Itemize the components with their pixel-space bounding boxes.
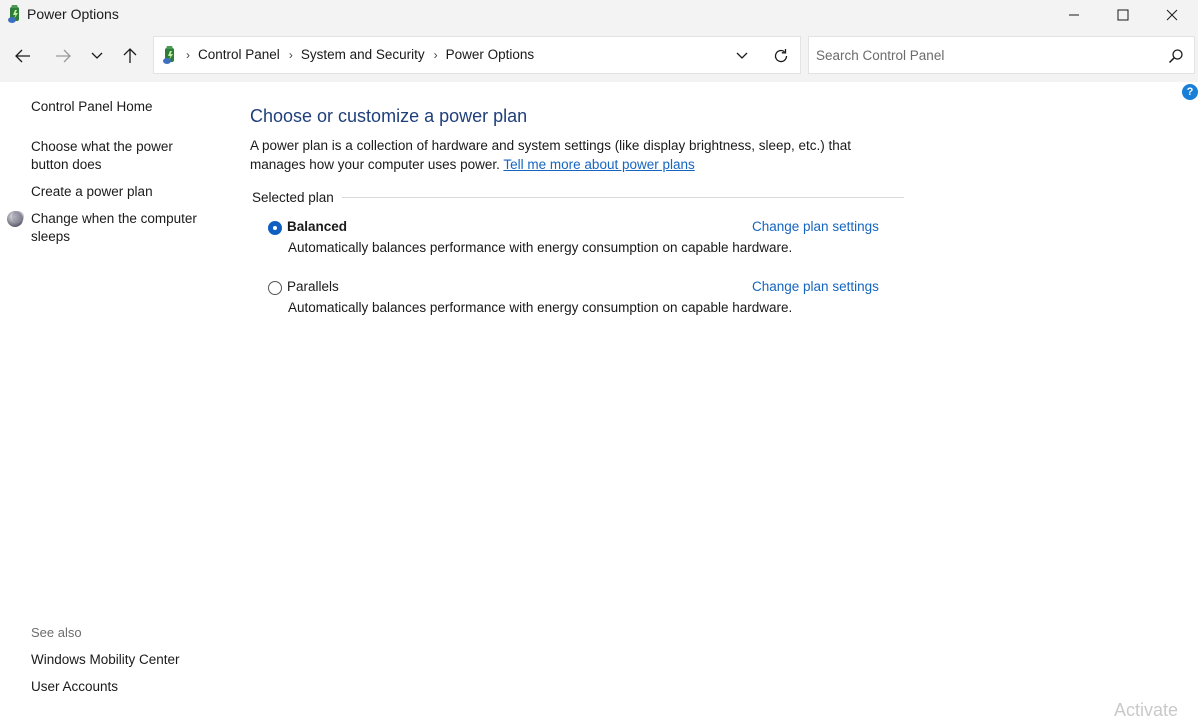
description-text: A power plan is a collection of hardware and system settings (like display brightness, sleep, etc.) that manages how your computer uses power. — [250, 138, 852, 172]
chevron-right-icon[interactable]: › — [288, 47, 293, 62]
see-also-label: See also — [31, 625, 82, 640]
page-description — [250, 137, 890, 174]
back-button[interactable] — [10, 45, 36, 67]
maximize-icon — [1117, 9, 1129, 21]
window-title: Power Options — [27, 6, 119, 22]
breadcrumb-control-panel[interactable]: Control Panel — [198, 47, 280, 62]
plan-balanced-change-settings-link[interactable]: Change plan settings — [752, 219, 879, 234]
refresh-button[interactable] — [771, 46, 791, 66]
plan-parallels-change-settings-link[interactable]: Change plan settings — [752, 279, 879, 294]
power-options-icon — [6, 4, 24, 24]
group-divider — [342, 197, 904, 198]
search-input[interactable] — [816, 46, 1156, 64]
learn-more-link[interactable]: Tell me more about power plans — [503, 156, 695, 172]
help-icon[interactable]: ? — [1182, 84, 1198, 100]
chevron-down-icon — [736, 52, 748, 60]
page-title: Choose or customize a power plan — [250, 106, 528, 126]
chevron-right-icon[interactable]: › — [433, 47, 438, 62]
close-button[interactable] — [1146, 0, 1198, 30]
address-history-button[interactable] — [732, 48, 752, 64]
search-icon[interactable] — [1167, 47, 1185, 65]
sidebar-item-control-panel-home[interactable]: Control Panel Home — [31, 99, 153, 114]
sidebar-item-create-power-plan[interactable]: Create a power plan — [31, 184, 153, 199]
back-arrow-icon — [15, 49, 31, 63]
plan-parallels-name[interactable]: Parallels — [287, 279, 339, 294]
power-options-icon — [161, 45, 179, 65]
plan-parallels-radio[interactable] — [268, 281, 282, 295]
forward-button[interactable] — [50, 45, 76, 67]
title-bar — [0, 0, 1198, 30]
sidebar-item-change-sleep[interactable]: Change when the computer sleeps — [31, 211, 197, 244]
breadcrumb-system-and-security[interactable]: System and Security — [300, 47, 425, 62]
search-box — [808, 36, 1195, 74]
close-icon — [1166, 9, 1178, 21]
refresh-icon — [773, 48, 789, 64]
address-bar[interactable] — [153, 36, 801, 74]
minimize-button[interactable] — [1048, 0, 1100, 30]
sidebar-item-windows-mobility-center[interactable]: Windows Mobility Center — [31, 652, 180, 667]
chevron-down-icon — [91, 52, 103, 60]
sidebar-item-user-accounts[interactable]: User Accounts — [31, 679, 119, 694]
forward-arrow-icon — [55, 49, 71, 63]
plan-balanced-name[interactable]: Balanced — [287, 219, 348, 234]
sleep-moon-icon — [6, 210, 24, 228]
maximize-button[interactable] — [1097, 0, 1149, 30]
up-button[interactable] — [117, 45, 143, 67]
recent-locations-button[interactable] — [84, 45, 110, 67]
chevron-right-icon[interactable]: › — [186, 47, 190, 62]
activation-watermark: Activate — [1114, 700, 1179, 720]
plan-balanced-description: Automatically balances performance with energy consumption on capable hardware. — [288, 240, 793, 255]
plan-balanced-radio[interactable] — [268, 221, 282, 235]
minimize-icon — [1068, 9, 1080, 21]
breadcrumb-power-options[interactable]: Power Options — [445, 47, 535, 62]
selected-plan-label: Selected plan — [252, 190, 334, 205]
breadcrumb — [186, 47, 543, 62]
up-arrow-icon — [123, 48, 137, 64]
sidebar-item-power-button[interactable]: Choose what the power button does — [31, 139, 173, 172]
plan-parallels-description: Automatically balances performance with energy consumption on capable hardware. — [288, 300, 793, 315]
navigation-bar — [0, 30, 1198, 82]
